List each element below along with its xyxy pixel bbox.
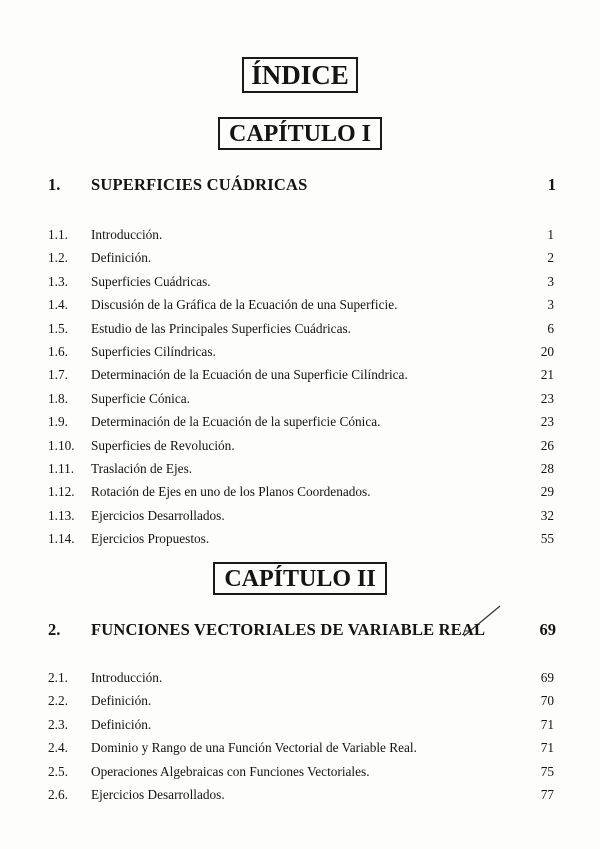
entry-title: Dominio y Rango de una Función Vectorial de Variable Real. — [91, 740, 417, 756]
toc-entry — [48, 461, 554, 484]
entry-number: 2.2. — [48, 693, 68, 709]
entry-title: Ejercicios Desarrollados. — [91, 507, 225, 523]
entry-page: 23 — [540, 390, 554, 406]
entry-page: 26 — [540, 437, 554, 453]
entry-title: Definición. — [91, 716, 152, 732]
entry-number: 1.14. — [48, 531, 75, 547]
toc-entry — [48, 227, 554, 250]
entry-number: 1.12. — [48, 484, 75, 500]
toc-entry — [48, 670, 554, 693]
toc-entry — [48, 531, 554, 554]
entry-number: 1.1. — [48, 227, 68, 242]
chapter-1-heading — [48, 175, 556, 197]
toc-entry — [48, 717, 554, 740]
chapter-1-entries — [48, 227, 554, 554]
entry-title: Introducción. — [91, 670, 163, 685]
entry-page: 71 — [540, 716, 554, 732]
entry-title: Introducción. — [91, 227, 163, 242]
entry-title: Estudio de las Principales Superficies Cuádricas. — [91, 320, 351, 336]
chapter-1-page: 1 — [547, 175, 556, 194]
entry-page: 23 — [540, 414, 554, 430]
toc-entry — [48, 367, 554, 390]
entry-number: 1.13. — [48, 507, 75, 523]
entry-title: Determinación de la Ecuación de una Superficie Cilíndrica. — [91, 367, 408, 383]
toc-entry — [48, 484, 554, 507]
chapter-2-entries — [48, 670, 554, 810]
entry-number: 1.8. — [48, 390, 68, 406]
entry-title: Superficies de Revolución. — [91, 437, 235, 453]
chapter-1-number: 1. — [48, 175, 61, 194]
entry-page: 6 — [547, 320, 554, 336]
entry-title: Superficies Cuádricas. — [91, 273, 211, 289]
entry-page: 28 — [540, 460, 554, 476]
toc-entry — [48, 391, 554, 414]
entry-number: 1.11. — [48, 460, 75, 476]
entry-number: 1.4. — [48, 297, 68, 313]
entry-page: 69 — [540, 670, 554, 685]
chapter-1-label-box — [0, 117, 600, 150]
entry-number: 2.1. — [48, 670, 68, 685]
entry-title: Ejercicios Desarrollados. — [91, 786, 225, 802]
entry-title: Rotación de Ejes en uno de los Planos Coordenados. — [91, 484, 371, 500]
index-title-box — [0, 57, 600, 93]
entry-page: 3 — [547, 273, 554, 289]
entry-page: 75 — [540, 763, 554, 779]
toc-entry — [48, 250, 554, 273]
entry-page: 21 — [540, 367, 554, 383]
chapter-1-label: CAPÍTULO I — [218, 117, 382, 150]
toc-entry — [48, 414, 554, 437]
toc-entry — [48, 438, 554, 461]
entry-page: 77 — [540, 786, 554, 802]
entry-title: Superficie Cónica. — [91, 390, 190, 406]
entry-title: Determinación de la Ecuación de la superficie Cónica. — [91, 414, 381, 430]
entry-number: 1.7. — [48, 367, 68, 383]
entry-number: 2.5. — [48, 763, 68, 779]
entry-page: 3 — [547, 297, 554, 313]
entry-title: Definición. — [91, 250, 152, 266]
entry-number: 1.9. — [48, 414, 68, 430]
entry-page: 29 — [540, 484, 554, 500]
entry-page: 1 — [547, 227, 554, 242]
entry-number: 2.6. — [48, 786, 68, 802]
toc-entry — [48, 787, 554, 810]
toc-entry — [48, 764, 554, 787]
entry-title: Traslación de Ejes. — [91, 460, 193, 476]
entry-title: Superficies Cilíndricas. — [91, 343, 216, 359]
toc-entry — [48, 297, 554, 320]
chapter-2-label: CAPÍTULO II — [213, 562, 386, 595]
entry-number: 2.3. — [48, 716, 68, 732]
toc-entry — [48, 274, 554, 297]
entry-page: 55 — [540, 531, 554, 547]
toc-entry — [48, 508, 554, 531]
entry-number: 1.10. — [48, 437, 75, 453]
entry-title: Ejercicios Propuestos. — [91, 531, 210, 547]
entry-number: 2.4. — [48, 740, 68, 756]
chapter-2-page: 69 — [539, 620, 556, 639]
entry-page: 32 — [540, 507, 554, 523]
index-title: ÍNDICE — [242, 57, 358, 93]
entry-title: Discusión de la Gráfica de la Ecuación de una Superficie. — [91, 297, 398, 313]
toc-entry — [48, 321, 554, 344]
entry-number: 1.3. — [48, 273, 68, 289]
toc-entry — [48, 740, 554, 763]
entry-page: 70 — [540, 693, 554, 709]
entry-page: 2 — [547, 250, 554, 266]
entry-number: 1.2. — [48, 250, 68, 266]
entry-title: Operaciones Algebraicas con Funciones Vectoriales. — [91, 763, 370, 779]
chapter-2-label-box — [0, 562, 600, 595]
entry-page: 20 — [540, 343, 554, 359]
chapter-2-number: 2. — [48, 620, 61, 639]
entry-page: 71 — [540, 740, 554, 756]
entry-number: 1.5. — [48, 320, 68, 336]
chapter-2-title: FUNCIONES VECTORIALES DE VARIABLE REAL — [91, 620, 486, 639]
toc-entry — [48, 344, 554, 367]
entry-number: 1.6. — [48, 343, 68, 359]
chapter-2-heading — [48, 620, 556, 642]
entry-title: Definición. — [91, 693, 152, 709]
chapter-1-title: SUPERFICIES CUÁDRICAS — [91, 175, 308, 194]
toc-entry — [48, 693, 554, 716]
